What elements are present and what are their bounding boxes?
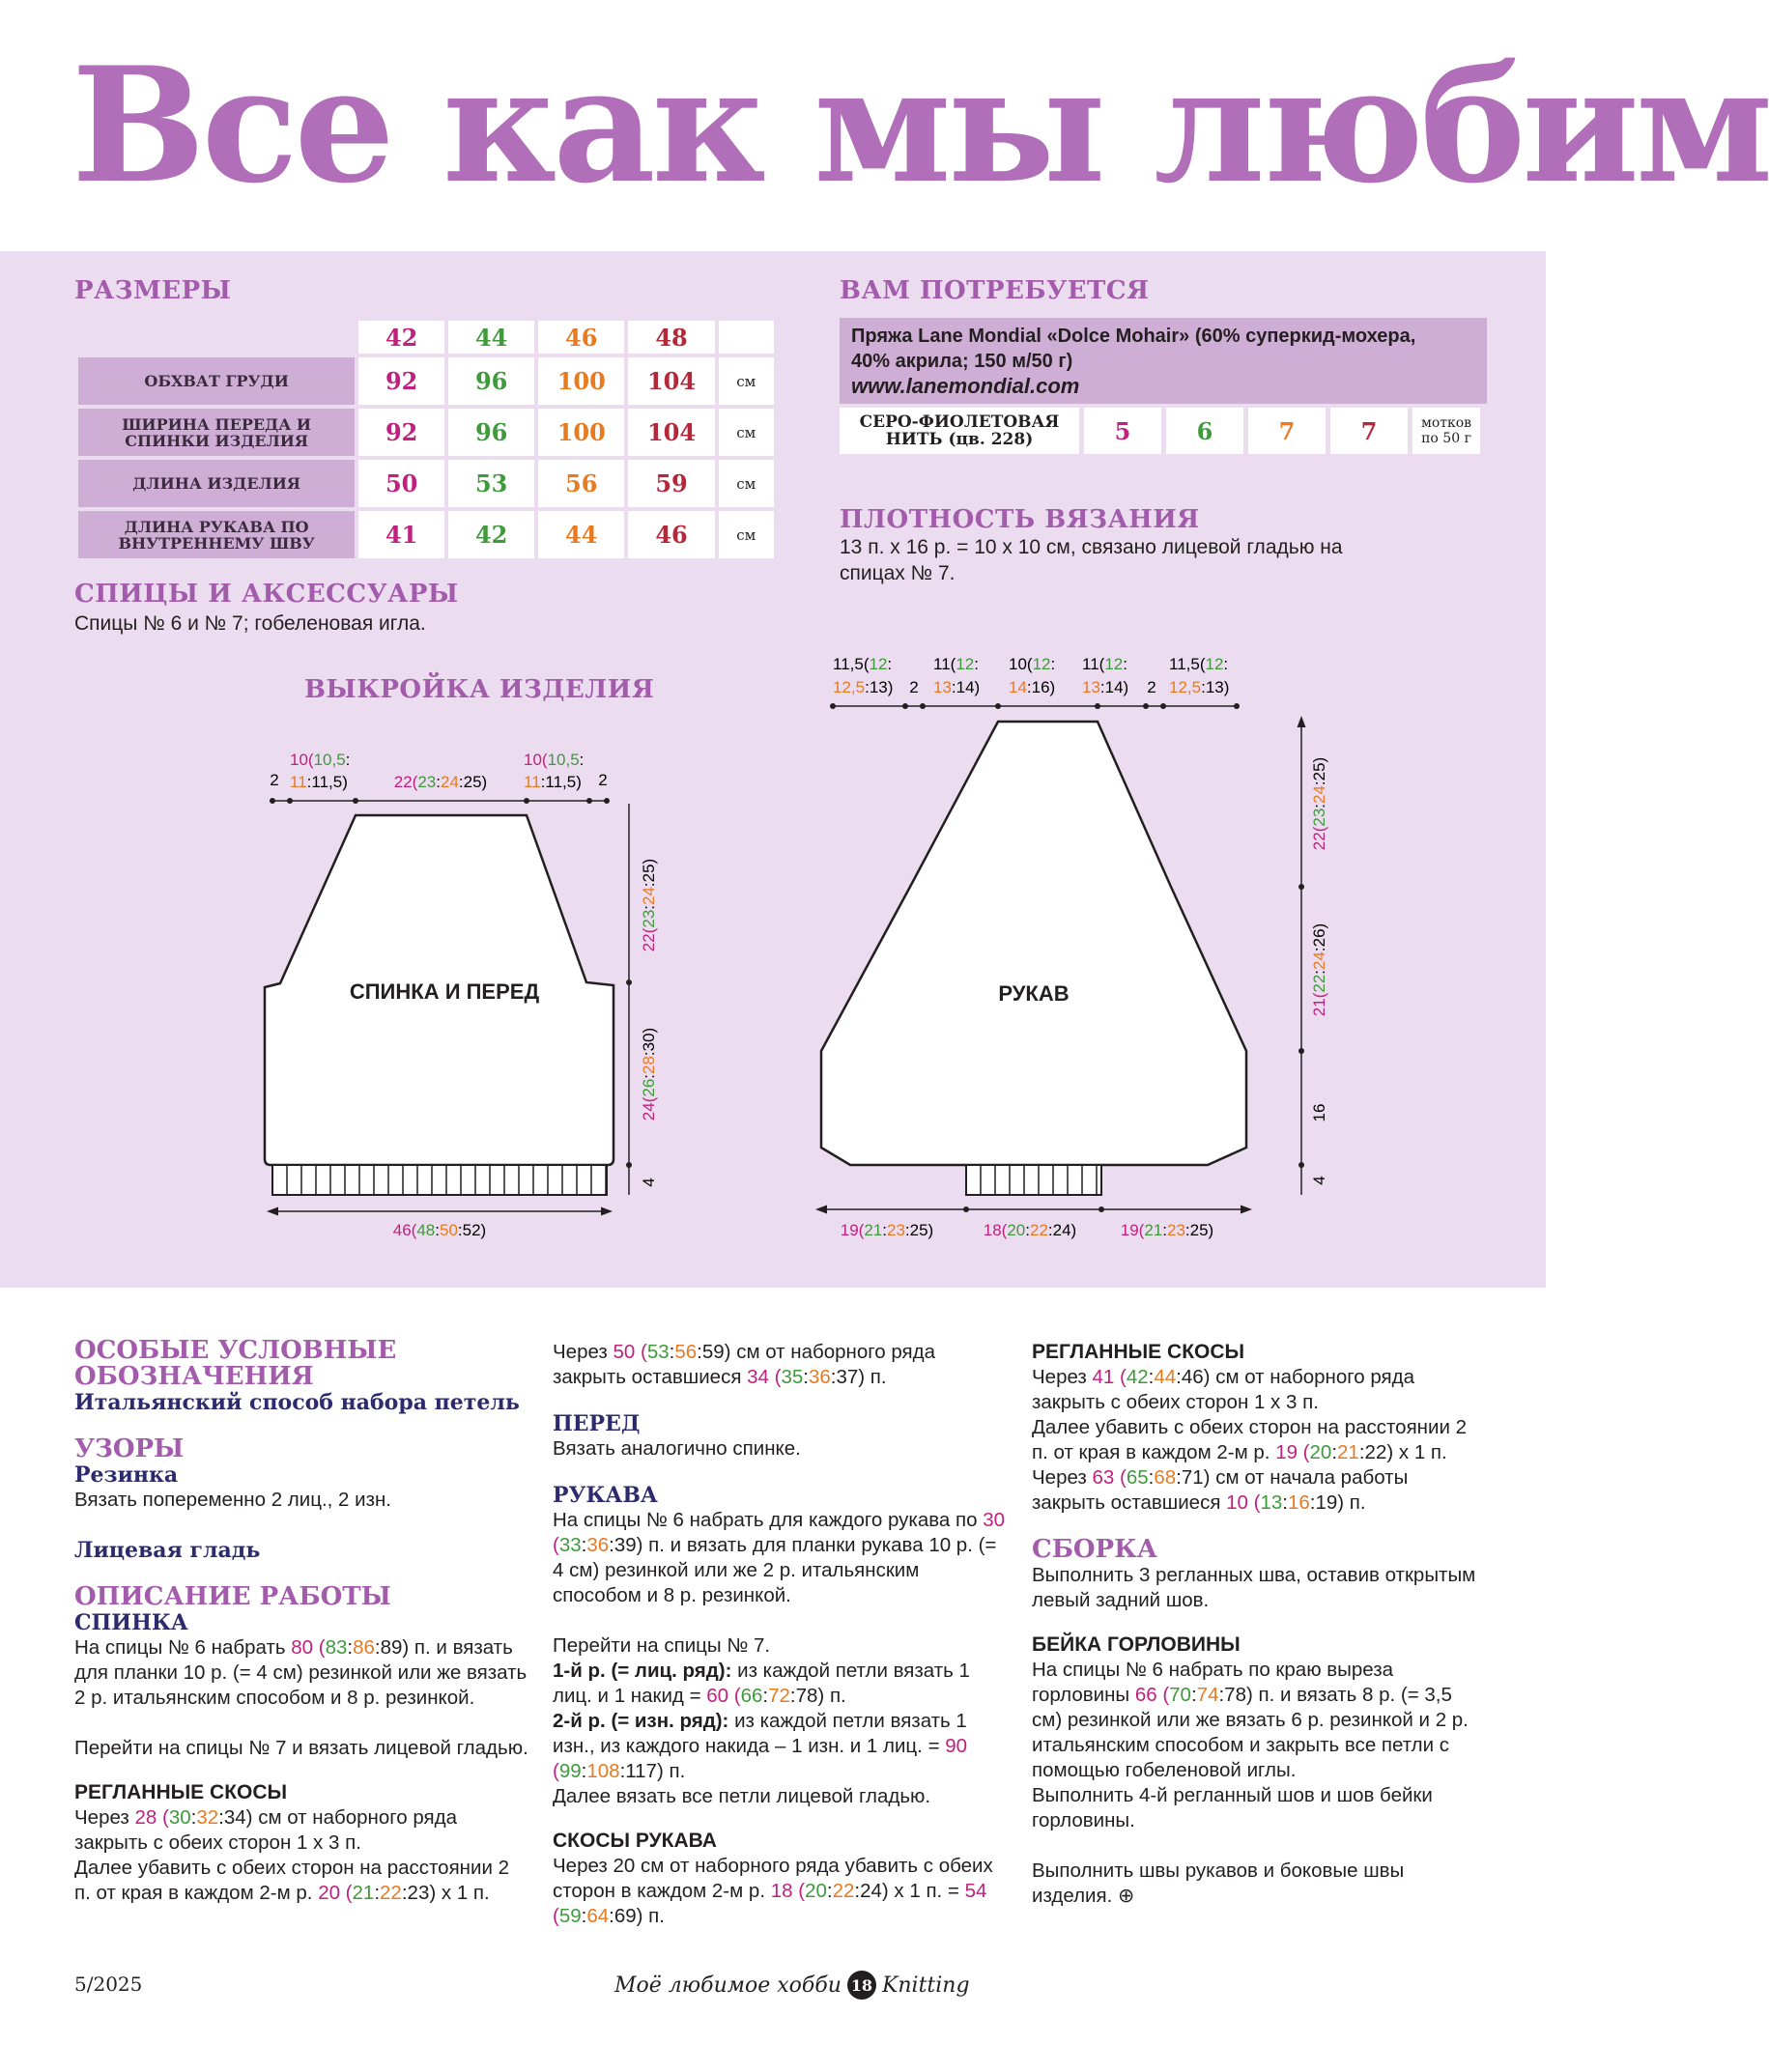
sleeve-piece-diagram — [821, 655, 1328, 1239]
sizes-heading: РАЗМЕРЫ — [74, 276, 232, 305]
sizes-row-label: ШИРИНА ПЕРЕДА И СПИНКИ ИЗДЕЛИЯ — [78, 409, 355, 456]
size-value: 100 — [538, 357, 624, 405]
body-side-height: 24(26:28:30) — [640, 1027, 658, 1121]
sleeve-top-4a: 11(12: — [1082, 655, 1127, 673]
sleeve-bottom-3: 19(21:23:25) — [1120, 1221, 1214, 1239]
sleeves-text-5: Далее вязать все петли лицевой гладью. — [553, 1785, 931, 1807]
body-rib-band — [272, 1165, 607, 1195]
sleeves-text-2: Перейти на спицы № 7. — [553, 1634, 771, 1657]
neckband-text-2: Выполнить 4-й регланный шов и шов бейки горловины. — [1032, 1784, 1433, 1831]
sleeve-top-3b: 14:16) — [1009, 678, 1056, 696]
sizes-row-label: ОБХВАТ ГРУДИ — [78, 357, 355, 405]
sleeve-piece-label: РУКАВ — [998, 981, 1070, 1006]
page-title: Все как мы любим — [71, 32, 1769, 218]
back-text-1: На спицы № 6 набрать 80 (83:86:89) п. и вязать для планки 10 р. (= 4 см) резинкой или же вязать 2 р. итальянским способом и 8 р. резинкой. — [74, 1636, 528, 1709]
size-value: 53 — [448, 460, 534, 507]
sleeve-rib-band — [966, 1165, 1101, 1195]
yarn-line-1: Пряжа Lane Mondial «Dolce Mohair» (60% суперкид-мохера, — [851, 326, 1416, 347]
size-value: 96 — [448, 409, 534, 456]
sleeve-decrease-text: Через 20 см от наборного ряда убавить с обеих сторон в каждом 2-м р. 18 (20:22:24) х 1 п. = 54 (59:64:69) п. — [553, 1855, 993, 1927]
yarn-line-2: 40% акрила; 150 м/50 г) — [851, 351, 1073, 372]
size-value: 56 — [538, 460, 624, 507]
size-value: 46 — [628, 511, 714, 558]
body-shoulder-right-2: 11:11,5) — [524, 773, 582, 791]
body-shoulder-left-1: 10(10,5: — [290, 751, 351, 769]
back-text-2: Перейти на спицы № 7 и вязать лицевой гладью. — [74, 1737, 528, 1759]
size-value: 41 — [358, 511, 444, 558]
size-value: 96 — [448, 357, 534, 405]
size-unit: см — [719, 511, 774, 558]
sleeves-text-1: На спицы № 6 набрать для каждого рукава по 30 (33:36:39) п. и вязать для планки рукава 10 р. (= 4 см) резинкой или же 2 р. итальянским способом и 8 р. резинкой. — [553, 1509, 1005, 1606]
sleeve-edge-right: 2 — [1147, 678, 1156, 696]
instructions-column-2 — [553, 1340, 1007, 1929]
front-text: Вязать аналогично спинке. — [553, 1437, 801, 1460]
materials-heading: ВАМ ПОТРЕБУЕТСЯ — [840, 276, 1150, 305]
pattern-heading: ВЫКРОЙКА ИЗДЕЛИЯ — [304, 675, 655, 704]
sleeve-raglan-2: Далее убавить с обеих сторон на расстоянии 2 п. от края в каждом 2-м р. 19 (20:21:22) х 1 п. — [1032, 1416, 1467, 1463]
back-raglan-2: Далее убавить с обеих сторон на расстоянии 2 п. от края в каждом 2-м р. 20 (21:22:23) х 1 п. — [74, 1857, 509, 1904]
instructions-column-3 — [1032, 1340, 1486, 1909]
assembly-text: Выполнить 3 регланных шва, оставив открытым левый задний шов. — [1032, 1564, 1476, 1611]
body-edge-left: 2 — [270, 771, 279, 789]
yarn-count: 7 — [1330, 408, 1408, 454]
front-heading: ПЕРЕД — [553, 1411, 641, 1436]
size-value: 50 — [358, 460, 444, 507]
size-value: 92 — [358, 409, 444, 456]
sleeve-raglan-3: Через 63 (65:68:71) см от начала работы закрыть оставшиеся 10 (13:16:19) п. — [1032, 1466, 1409, 1514]
size-value: 59 — [628, 460, 714, 507]
back-raglan-heading: РЕГЛАННЫЕ СКОСЫ — [74, 1781, 288, 1803]
needles-heading: СПИЦЫ И АКСЕССУАРЫ — [74, 580, 459, 609]
sleeve-top-2a: 11(12: — [933, 655, 979, 673]
issue-number: 5/2025 — [74, 1973, 143, 1996]
size-value: 92 — [358, 357, 444, 405]
body-width: 46(48:50:52) — [392, 1221, 487, 1239]
yarn-url[interactable]: www.lanemondial.com — [851, 374, 1080, 398]
neckband-text-1: На спицы № 6 набрать по краю выреза горловины 66 (70:74:78) п. и вязать 8 р. (= 3,5 см) резинкой или же вязать 6 р. резинкой и 2 р. итальянским способом и закрыть все петли с помощью гобеленовой иглы. — [1032, 1659, 1469, 1781]
back-heading: СПИНКА — [74, 1610, 188, 1635]
sleeves-heading: РУКАВА — [553, 1483, 658, 1508]
magazine-section: Knitting — [881, 1973, 970, 1998]
back-raglan-3: Через 50 (53:56:59) см от наборного ряда закрыть оставшиеся 34 (35:36:37) п. — [553, 1341, 936, 1388]
size-header-cell: 44 — [448, 321, 534, 354]
sleeve-top-2b: 13:14) — [933, 678, 981, 696]
size-header-cell: 48 — [628, 321, 714, 354]
yarn-unit: мотков по 50 г — [1412, 408, 1480, 454]
size-value: 42 — [448, 511, 534, 558]
schematic-diagrams — [0, 251, 1546, 1288]
sleeves-row-1: 1-й р. (= лиц. ряд): из каждой петли вязать 1 лиц. и 1 накид = 60 (66:72:78) п. — [553, 1660, 970, 1707]
sleeve-top-1b: 12,5:13) — [833, 678, 894, 696]
body-shoulder-left-2: 11:11,5) — [290, 773, 348, 791]
stockinette-heading: Лицевая гладь — [74, 1538, 261, 1563]
gauge-heading: ПЛОТНОСТЬ ВЯЗАНИЯ — [840, 505, 1200, 534]
yarn-color-name: СЕРО-ФИОЛЕТОВАЯ НИТЬ (цв. 228) — [840, 408, 1079, 454]
page-number: 18 — [847, 1971, 876, 2000]
patterns-heading: УЗОРЫ — [74, 1434, 185, 1463]
assembly-heading: СБОРКА — [1032, 1535, 1157, 1564]
sleeves-row-2: 2-й р. (= изн. ряд): из каждой петли вязать 1 изн., из каждого накида – 1 изн. и 1 лиц. = 90 (99:108:117) п. — [553, 1710, 968, 1782]
size-header-cell: 46 — [538, 321, 624, 354]
body-raglan-height: 22(23:24:25) — [640, 858, 658, 952]
size-unit: см — [719, 357, 774, 405]
magazine-footer — [614, 1971, 970, 2000]
sleeve-height-1: 22(23:24:25) — [1310, 756, 1328, 851]
sleeve-top-3a: 10(12: — [1009, 655, 1056, 673]
yarn-count: 5 — [1084, 408, 1161, 454]
description-heading: ОПИСАНИЕ РАБОТЫ — [74, 1582, 391, 1611]
sleeve-top-4b: 13:14) — [1082, 678, 1129, 696]
special-notation-sub: Итальянский способ набора петель — [74, 1390, 520, 1415]
sleeve-top-1a: 11,5(12: — [833, 655, 893, 673]
body-piece-diagram — [265, 751, 658, 1239]
magazine-name: Моё любимое хобби — [614, 1973, 842, 1998]
body-piece-label: СПИНКА И ПЕРЕД — [349, 979, 540, 1004]
instructions-column-1 — [74, 1338, 528, 1906]
sleeve-outline — [821, 722, 1246, 1165]
rib-heading: Резинка — [74, 1462, 179, 1488]
body-neck-width: 22(23:24:25) — [393, 773, 488, 791]
sleeve-height-4: 4 — [1310, 1176, 1328, 1185]
size-unit: см — [719, 409, 774, 456]
size-unit: см — [719, 460, 774, 507]
sleeve-bottom-2: 18(20:22:24) — [983, 1221, 1077, 1239]
body-edge-right: 2 — [598, 771, 608, 789]
sleeve-raglan-heading: РЕГЛАННЫЕ СКОСЫ — [1032, 1341, 1245, 1363]
special-notation-heading: ОСОБЫЕ УСЛОВНЫЕ ОБОЗНАЧЕНИЯ — [74, 1336, 397, 1391]
end-mark-icon: ⊕ — [1118, 1885, 1135, 1907]
sleeve-top-5b: 12,5:13) — [1169, 678, 1230, 696]
yarn-count: 6 — [1166, 408, 1243, 454]
body-shoulder-right-1: 10(10,5: — [524, 751, 585, 769]
size-header-cell: 42 — [358, 321, 444, 354]
neckband-heading: БЕЙКА ГОРЛОВИНЫ — [1032, 1633, 1241, 1656]
size-value: 44 — [538, 511, 624, 558]
needles-text: Спицы № 6 и № 7; гобеленовая игла. — [74, 612, 426, 635]
size-value: 100 — [538, 409, 624, 456]
size-value: 104 — [628, 409, 714, 456]
back-raglan-1: Через 28 (30:32:34) см от наборного ряда закрыть с обеих сторон 1 х 3 п. — [74, 1806, 458, 1854]
sleeve-height-3: 16 — [1310, 1103, 1328, 1122]
sizes-row-label: ДЛИНА РУКАВА ПО ВНУТРЕННЕМУ ШВУ — [78, 511, 355, 558]
sleeve-bottom-1: 19(21:23:25) — [840, 1221, 934, 1239]
sleeve-decrease-heading: СКОСЫ РУКАВА — [553, 1830, 717, 1852]
body-rib-height: 4 — [640, 1178, 658, 1187]
rib-text: Вязать попеременно 2 лиц., 2 изн. — [74, 1489, 391, 1511]
final-text: Выполнить швы рукавов и боковые швы изделия. ⊕ — [1032, 1859, 1405, 1907]
size-value: 104 — [628, 357, 714, 405]
sleeve-raglan-1: Через 41 (42:44:46) см от наборного ряда закрыть с обеих сторон 1 х 3 п. — [1032, 1366, 1415, 1413]
sleeve-top-5a: 11,5(12: — [1169, 655, 1229, 673]
sleeve-height-2: 21(22:24:26) — [1310, 922, 1328, 1017]
sleeve-edge-left: 2 — [909, 678, 919, 696]
gauge-text: 13 п. х 16 р. = 10 х 10 см, связано лицевой гладью на спицах № 7. — [840, 536, 1343, 584]
sizes-row-label: ДЛИНА ИЗДЕЛИЯ — [78, 460, 355, 507]
yarn-count: 7 — [1248, 408, 1326, 454]
